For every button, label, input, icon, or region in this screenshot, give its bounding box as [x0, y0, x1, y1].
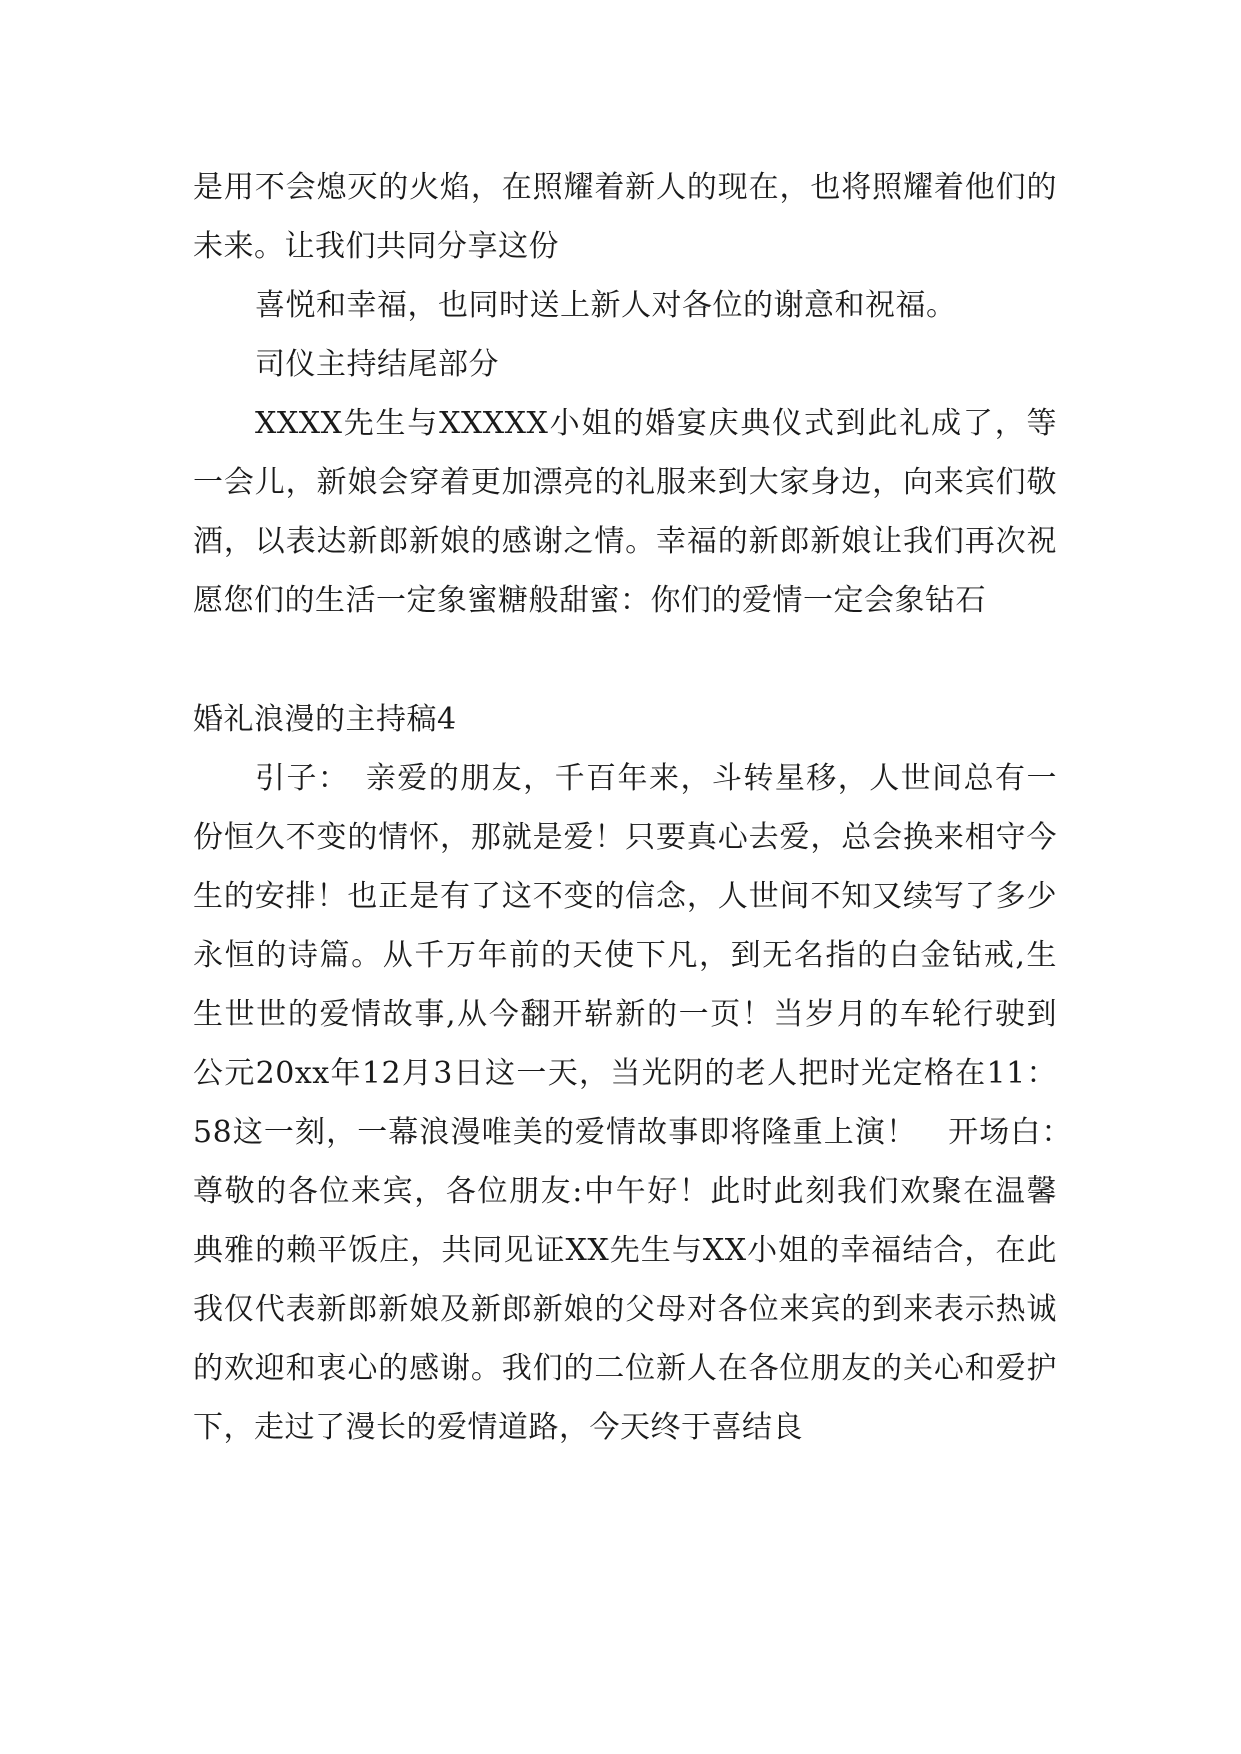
paragraph-blessing: 喜悦和幸福，也同时送上新人对各位的谢意和祝福。: [255, 288, 957, 323]
paragraph-continuation: 是用不会熄灭的火焰，在照耀着新人的现在，也将照耀着他们的未来。让我们共同分享这份: [193, 170, 1057, 264]
section-heading: 婚礼浪漫的主持稿4: [193, 702, 457, 737]
paragraph-section-body: 引子： 亲爱的朋友，千百年来，斗转星移，人世间总有一份恒久不变的情怀，那就是爱！只要真心去爱，总会换来相守今生的安排！也正是有了这不变的信念，人世间不知又续写了多少永恒的诗篇。从千万年前的天使下凡，到无名指的白金钻戒,生生世世的爱情故事,从今翻开崭新的一页！当岁月的车轮行驶到公元20xx年12月3日这一天，当光阴的老人把时光定格在11：58这一刻，一幕浪漫唯美的爱情故事即将隆重上演！ 开场白： 尊敬的各位来宾，各位朋友:中午好！此时此刻我们欢聚在温馨典雅的赖平饭庄，共同见证XX先生与XX小姐的幸福结合，在此我仅代表新郎新娘及新郎新娘的父母对各位来宾的到来表示热诚的欢迎和衷心的感谢。我们的二位新人在各位朋友的关心和爱护下，走过了漫长的爱情道路，今天终于喜结良: [193, 761, 1088, 1445]
paragraph-closing-speech: XXXX先生与XXXXX小姐的婚宴庆典仪式到此礼成了，等一会儿，新娘会穿着更加漂亮的礼服来到大家身边，向来宾们敬酒，以表达新郎新娘的感谢之情。幸福的新郎新娘让我们再次祝愿您们的生活一定象蜜糖般甜蜜：你们的爱情一定会象钻石: [193, 406, 1057, 618]
paragraph-closing-title: 司仪主持结尾部分: [255, 347, 499, 382]
document-page: [193, 158, 1088, 1457]
